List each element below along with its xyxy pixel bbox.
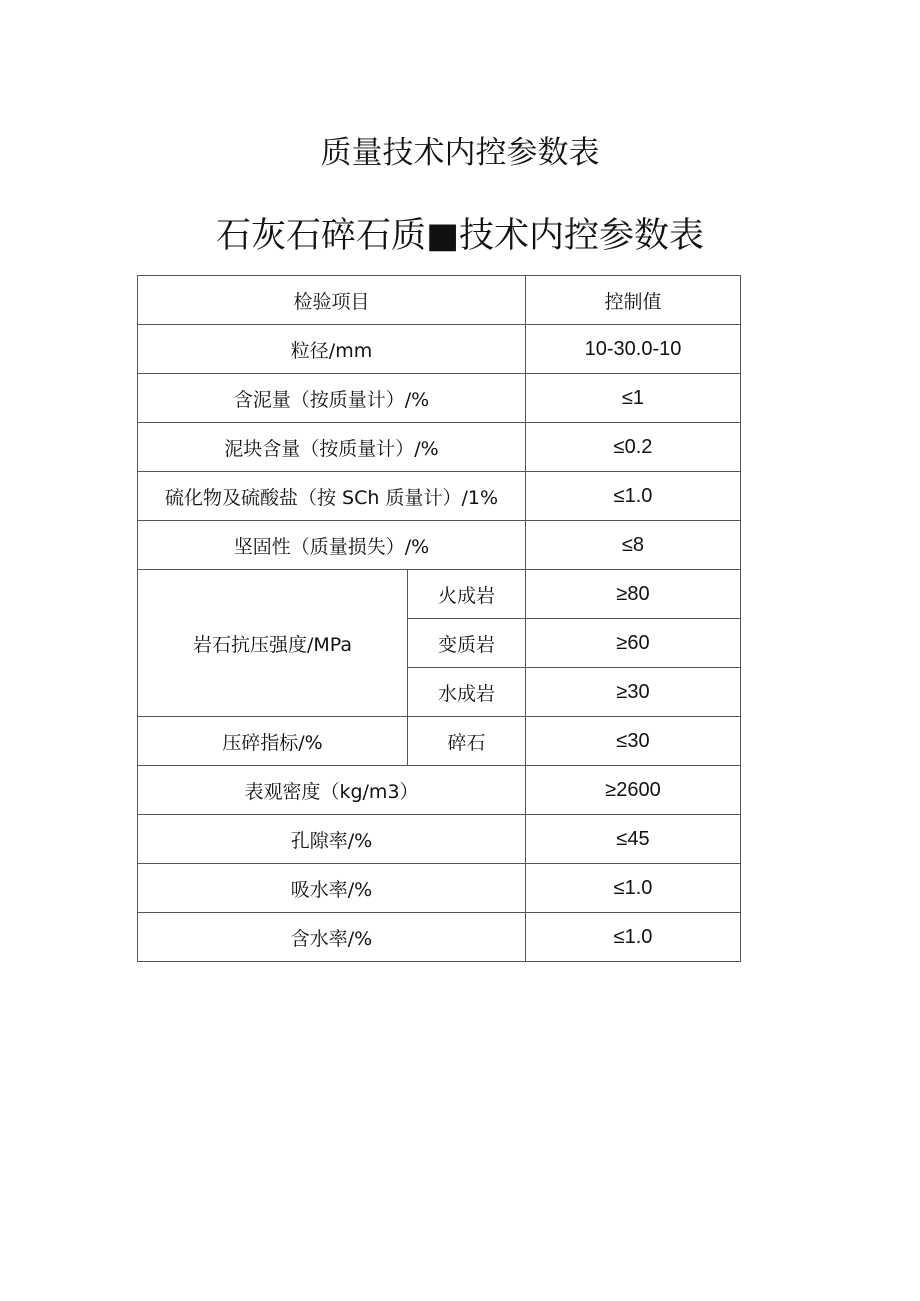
table-row	[138, 913, 741, 962]
table-title: 石灰石碎石质■技术内控参数表	[215, 216, 705, 256]
value-cell: ≤1	[526, 374, 741, 423]
value-cell: ≥2600	[526, 766, 741, 815]
table-row	[138, 423, 741, 472]
spec-table	[137, 275, 741, 962]
value-cell: ≤1.0	[526, 864, 741, 913]
header-item-cell: 检验项目	[138, 276, 526, 325]
value-cell: ≥80	[526, 570, 741, 619]
value-cell: ≤8	[526, 521, 741, 570]
crush-type-cell: 碎石	[408, 717, 526, 766]
item-cell: 粒径/mm	[138, 325, 526, 374]
value-cell: ≤0.2	[526, 423, 741, 472]
strength-label-cell: 岩石抗压强度/MPa	[138, 570, 408, 717]
table-row	[138, 521, 741, 570]
item-cell: 坚固性（质量损失）/%	[138, 521, 526, 570]
item-cell: 表观密度（kg/m3）	[138, 766, 526, 815]
table-header-row	[138, 276, 741, 325]
table-row	[138, 717, 741, 766]
rock-type-cell: 变质岩	[408, 619, 526, 668]
table-row	[138, 374, 741, 423]
item-cell: 孔隙率/%	[138, 815, 526, 864]
item-cell: 泥块含量（按质量计）/%	[138, 423, 526, 472]
item-cell: 含泥量（按质量计）/%	[138, 374, 526, 423]
page-title: 质量技术内控参数表	[320, 135, 600, 171]
table-row	[138, 472, 741, 521]
table-row	[138, 325, 741, 374]
rock-type-cell: 火成岩	[408, 570, 526, 619]
value-cell: ≤45	[526, 815, 741, 864]
item-cell: 含水率/%	[138, 913, 526, 962]
crush-label-cell: 压碎指标/%	[138, 717, 408, 766]
header-value-cell: 控制值	[526, 276, 741, 325]
value-cell: 10-30.0-10	[526, 325, 741, 374]
value-cell: ≥30	[526, 668, 741, 717]
table-row	[138, 864, 741, 913]
table-row	[138, 766, 741, 815]
item-cell: 硫化物及硫酸盐（按 SCh 质量计）/1%	[138, 472, 526, 521]
value-cell: ≤1.0	[526, 913, 741, 962]
table-row	[138, 570, 741, 619]
item-cell: 吸水率/%	[138, 864, 526, 913]
value-cell: ≤30	[526, 717, 741, 766]
value-cell: ≥60	[526, 619, 741, 668]
table-row	[138, 815, 741, 864]
value-cell: ≤1.0	[526, 472, 741, 521]
rock-type-cell: 水成岩	[408, 668, 526, 717]
